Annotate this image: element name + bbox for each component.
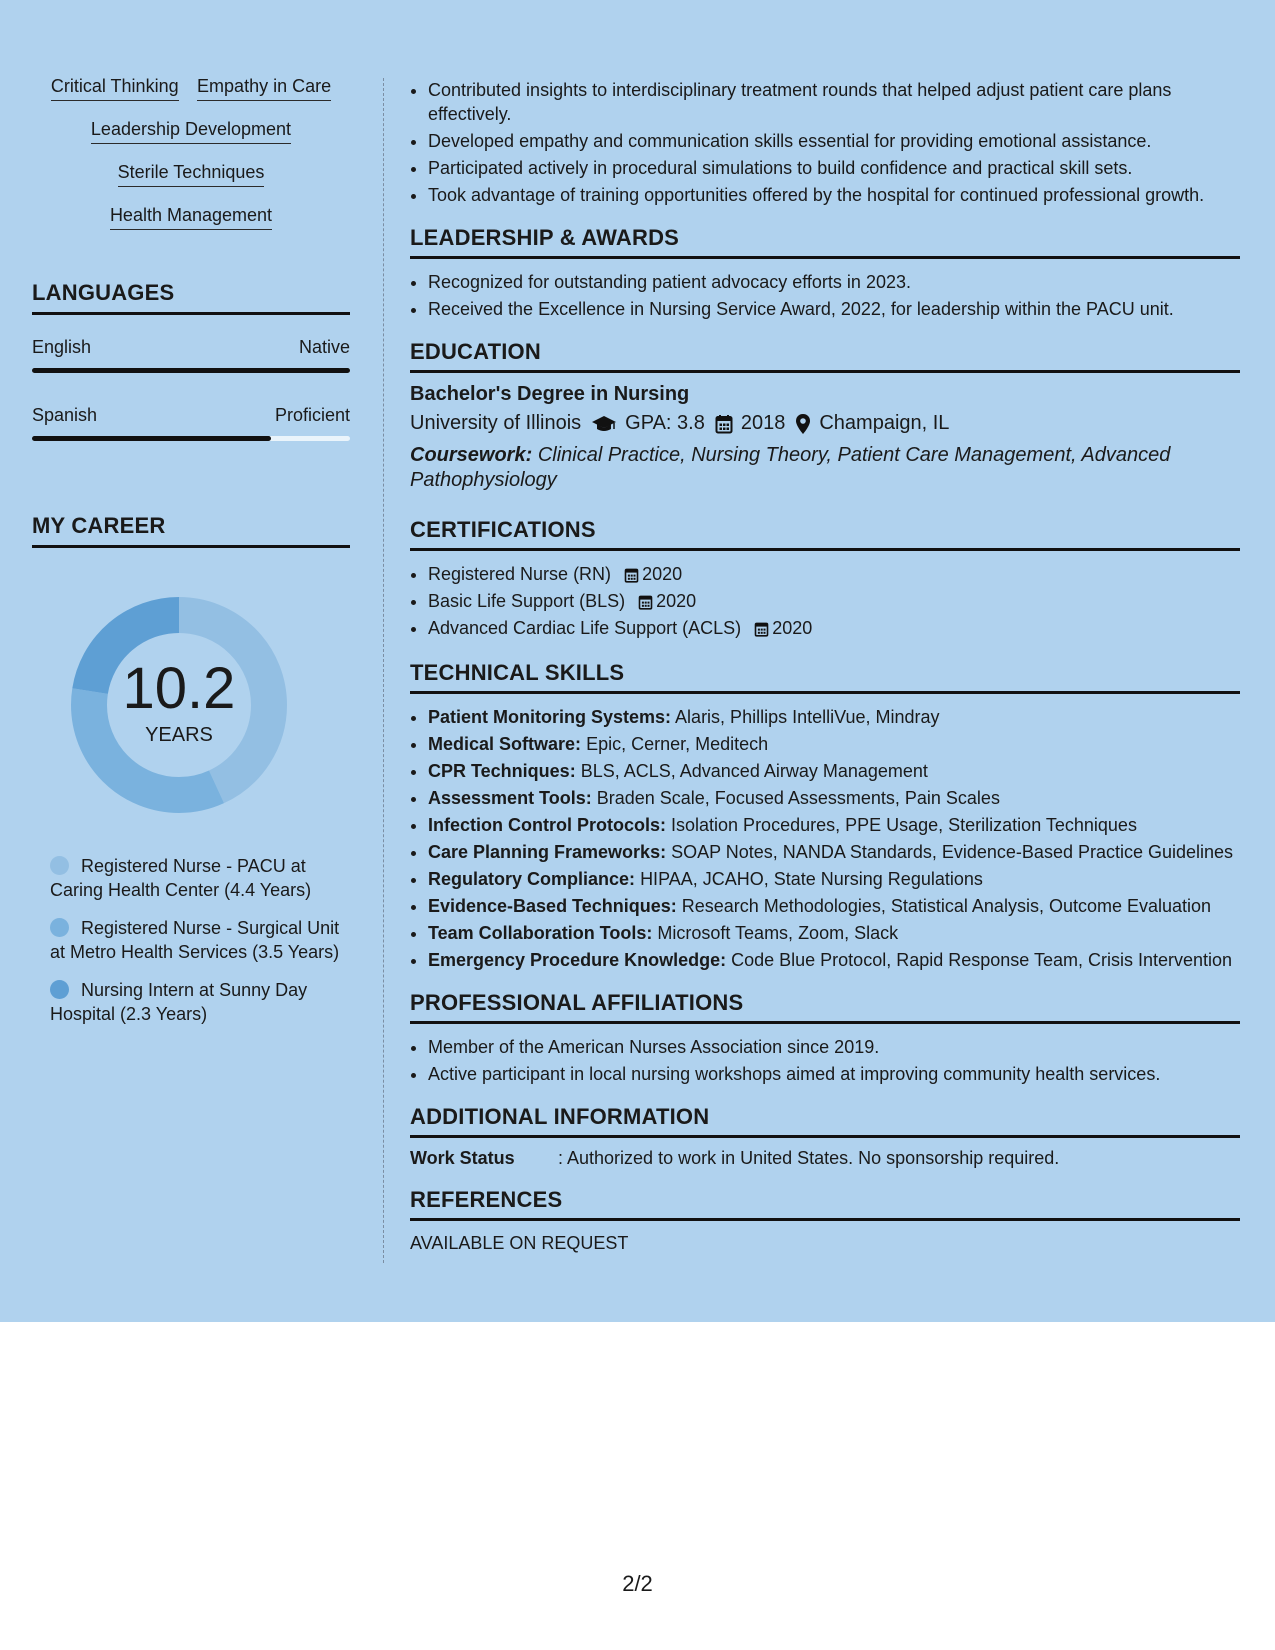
- cert-year: 2020: [656, 591, 697, 611]
- list-item: [428, 894, 1240, 918]
- legend-item: [50, 854, 340, 902]
- calendar-icon: [624, 567, 639, 583]
- skill-tag: Sterile Techniques: [118, 161, 265, 187]
- main-column: [410, 78, 1240, 1254]
- section-heading: LEADERSHIP & AWARDS: [410, 225, 1240, 259]
- skill-values: Isolation Procedures, PPE Usage, Sterilization Techniques: [671, 815, 1137, 835]
- page-number: 2/2: [622, 1571, 653, 1596]
- career-legend: [50, 854, 340, 1026]
- skill-values: BLS, ACLS, Advanced Airway Management: [580, 761, 928, 781]
- skill-category: Evidence-Based Techniques:: [428, 896, 677, 916]
- calendar-icon: [638, 594, 653, 610]
- school-name: University of Illinois: [410, 412, 582, 434]
- coursework: [410, 443, 1240, 493]
- cert-year: 2020: [642, 564, 683, 584]
- language-level: Proficient: [274, 405, 350, 425]
- skill-category: Emergency Procedure Knowledge:: [428, 950, 727, 970]
- career-total: 10.2: [122, 655, 236, 721]
- list-item: • Developed empathy and communication skills essential for providing emotional assistance.: [428, 129, 1240, 153]
- coursework-label: Coursework:: [410, 444, 533, 466]
- skill-values: Epic, Cerner, Meditech: [586, 734, 769, 754]
- skill-category: Infection Control Protocols:: [428, 815, 666, 835]
- leadership-section: [410, 225, 1240, 321]
- legend-dot: [50, 980, 69, 999]
- section-heading: PROFESSIONAL AFFILIATIONS: [410, 990, 1240, 1024]
- list-item: [428, 948, 1240, 972]
- skill-values: HIPAA, JCAHO, State Nursing Regulations: [640, 869, 983, 889]
- references-text: AVAILABLE ON REQUEST: [410, 1233, 629, 1253]
- list-item: [428, 705, 1240, 729]
- certifications-section: [410, 517, 1240, 640]
- experience-bullets: [410, 78, 1240, 207]
- graduation-cap-icon: [591, 414, 617, 434]
- work-status-value: : Authorized to work in United States. No sponsorship required.: [558, 1148, 1060, 1168]
- list-item: • Contributed insights to interdisciplinary treatment rounds that helped adjust patient care plans effectively.: [428, 78, 1240, 126]
- skill-category: Medical Software:: [428, 734, 582, 754]
- legend-label: Registered Nurse - PACU at Caring Health Center (4.4 Years): [50, 856, 312, 900]
- section-heading: CERTIFICATIONS: [410, 517, 1240, 551]
- list-item: [428, 562, 1240, 586]
- section-heading: REFERENCES: [410, 1187, 1240, 1221]
- legend-dot: [50, 856, 69, 875]
- skill-values: Alaris, Phillips IntelliVue, Mindray: [675, 707, 940, 727]
- language-item: [32, 405, 350, 441]
- list-item: [428, 616, 1240, 640]
- career-heading: MY CAREER: [32, 513, 350, 548]
- column-divider: [383, 78, 384, 1263]
- list-item: [428, 921, 1240, 945]
- legend-dot: [50, 918, 69, 937]
- skill-category: Regulatory Compliance:: [428, 869, 636, 889]
- languages-heading: LANGUAGES: [32, 280, 350, 315]
- technical-skills-section: [410, 660, 1240, 972]
- work-status: [410, 1148, 1240, 1169]
- skill-tag: Empathy in Care: [197, 75, 331, 101]
- language-item: [32, 337, 350, 373]
- calendar-icon: [754, 621, 769, 637]
- skill-values: Braden Scale, Focused Assessments, Pain Scales: [596, 788, 1000, 808]
- section-heading: ADDITIONAL INFORMATION: [410, 1104, 1240, 1138]
- language-bar-fill: [32, 436, 271, 441]
- location-pin-icon: [795, 413, 811, 435]
- education-section: [410, 339, 1240, 493]
- gpa: GPA: 3.8: [625, 412, 705, 434]
- language-name: English: [32, 337, 92, 357]
- language-bar: [32, 436, 350, 441]
- list-item: • Active participant in local nursing workshops aimed at improving community health services.: [428, 1062, 1240, 1086]
- coursework-list: Clinical Practice, Nursing Theory, Patient Care Management, Advanced Pathophysiology: [410, 444, 1171, 491]
- cert-name: Registered Nurse (RN): [428, 564, 612, 584]
- references-section: [410, 1187, 1240, 1254]
- skill-tag: Critical Thinking: [51, 75, 179, 101]
- degree-title: Bachelor's Degree in Nursing: [410, 383, 690, 405]
- list-item: • Received the Excellence in Nursing Service Award, 2022, for leadership within the PACU unit.: [428, 297, 1240, 321]
- education-details: [410, 412, 1240, 435]
- cert-name: Advanced Cardiac Life Support (ACLS): [428, 618, 742, 638]
- skill-values: Code Blue Protocol, Rapid Response Team, Crisis Intervention: [731, 950, 1233, 970]
- cert-name: Basic Life Support (BLS): [428, 591, 626, 611]
- calendar-icon: [715, 414, 733, 434]
- language-level: Native: [298, 337, 350, 357]
- list-item: [428, 786, 1240, 810]
- cert-year: 2020: [772, 618, 813, 638]
- career-unit: YEARS: [145, 723, 213, 746]
- language-bar-fill: [32, 368, 350, 373]
- list-item: • Took advantage of training opportunities offered by the hospital for continued professional growth.: [428, 183, 1240, 207]
- list-item: [428, 840, 1240, 864]
- graduation-year: 2018: [740, 412, 786, 434]
- section-heading: EDUCATION: [410, 339, 1240, 373]
- list-item: [428, 813, 1240, 837]
- list-item: [428, 759, 1240, 783]
- legend-label: Registered Nurse - Surgical Unit at Metro Health Services (3.5 Years): [50, 918, 340, 962]
- skill-values: Microsoft Teams, Zoom, Slack: [657, 923, 899, 943]
- section-heading: TECHNICAL SKILLS: [410, 660, 1240, 694]
- skill-tag: Health Management: [110, 204, 272, 230]
- skills-list: [32, 75, 350, 230]
- list-item: • Recognized for outstanding patient advocacy efforts in 2023.: [428, 270, 1240, 294]
- list-item: • Participated actively in procedural simulations to build confidence and practical skill sets.: [428, 156, 1240, 180]
- skill-values: Research Methodologies, Statistical Analysis, Outcome Evaluation: [681, 896, 1212, 916]
- list-item: [428, 867, 1240, 891]
- skill-category: CPR Techniques:: [428, 761, 576, 781]
- list-item: [428, 589, 1240, 613]
- legend-item: [50, 978, 340, 1026]
- affiliations-section: [410, 990, 1240, 1086]
- skill-tag: Leadership Development: [91, 118, 291, 144]
- list-item: • Member of the American Nurses Association since 2019.: [428, 1035, 1240, 1059]
- career-donut: [64, 590, 294, 820]
- legend-label: Nursing Intern at Sunny Day Hospital (2.3 Years): [50, 980, 308, 1024]
- additional-info-section: [410, 1104, 1240, 1169]
- skill-category: Care Planning Frameworks:: [428, 842, 667, 862]
- language-name: Spanish: [32, 405, 98, 425]
- school-location: Champaign, IL: [819, 412, 950, 434]
- legend-item: [50, 916, 340, 964]
- language-bar: [32, 368, 350, 373]
- skill-category: Assessment Tools:: [428, 788, 592, 808]
- skill-values: SOAP Notes, NANDA Standards, Evidence-Based Practice Guidelines: [671, 842, 1234, 862]
- sidebar: [32, 75, 350, 1040]
- skill-category: Team Collaboration Tools:: [428, 923, 653, 943]
- work-status-label: Work Status: [410, 1148, 515, 1168]
- skill-category: Patient Monitoring Systems:: [428, 707, 672, 727]
- list-item: [428, 732, 1240, 756]
